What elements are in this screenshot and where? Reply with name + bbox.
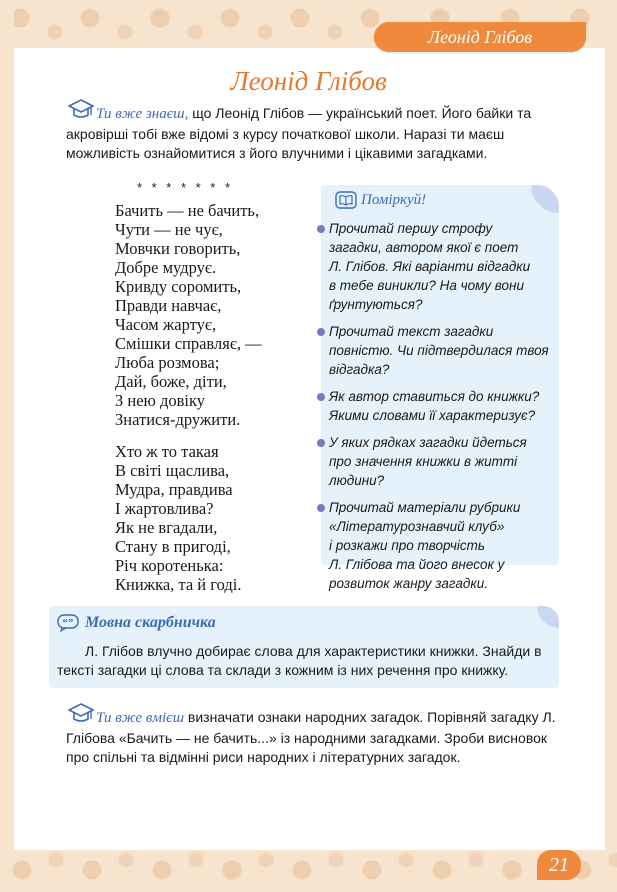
question-line: розвиток жанру загадки. [329,576,488,591]
poem-line: Смішки справляє, — [115,334,262,353]
question-line: «Літературознавчий клуб» [329,519,505,534]
language-treasury-box [49,606,559,688]
intro-lead: Ти вже знаєш, [96,106,189,122]
skills-lead: Ти вже вмієш [96,710,185,726]
question-line: Як автор ставиться до книжки? [329,389,540,404]
poem-line: Кривду соромить, [115,277,242,296]
language-treasury-title: Мовна скарбничка [85,614,216,631]
question-line: ґрунтуються? [329,297,423,312]
poem-line: Річ коротенька: [115,556,224,575]
question-line: Прочитай текст загадки [329,324,494,339]
intro-paragraph [66,104,566,164]
question-line: загадки, автором якої є поет [329,240,519,255]
list-item [321,322,559,379]
page-title: Леонід Глібов [230,66,387,96]
question-line: Л. Глібова та його внесок у [329,557,505,572]
question-line: повністю. Чи підтвердилася твоя [329,343,549,358]
poem-line: Стану в пригоді, [115,537,231,556]
think-header [335,191,426,209]
skills-text: визначати ознаки народних загадок. Порівняй загадку Л. Глібова «Бачить — не бачить...» із народними загадками. Зроби висновок про спільні та відмінні риси народних і літературних загадок. [66,709,556,765]
language-treasury-text: Л. Глібов влучно добирає слова для характеристики книжки. Знайди в тексті загадки ці слова та склади з кожним із них речення про книжку. [57,643,542,678]
poem-stars: * * * * * * * [136,180,234,195]
header-tab [374,22,586,52]
decorative-frame-right [605,0,617,892]
question-line: Якими словами її характеризує? [329,408,536,423]
poem-line: Книжка, та й годі. [115,575,242,594]
poem-line: В світі щаслива, [115,461,230,480]
svg-text:“”: “” [62,617,73,629]
poem-line: Як не вгадали, [115,518,218,537]
question-line: в тебе виникли? На чому вони [329,278,524,293]
poem-line: Бачить — не бачить, [115,201,260,220]
decorative-frame-bottom [0,850,617,892]
decorative-frame-left [0,0,14,892]
poem-line: Чути — не чує, [115,220,223,239]
poem-line: Часом жартує, [115,315,217,334]
open-book-icon [335,191,357,209]
skills-paragraph [66,708,566,768]
page-number: 21 [537,850,581,880]
question-line: Л. Глібов. Які варіанти відгадки [329,259,531,274]
list-item [321,219,559,314]
poem-line: Мудра, правдива [115,480,233,499]
think-questions [321,219,559,601]
quote-bubble-icon [57,614,79,632]
poem-stanza-2 [115,442,315,594]
riddle-poem [115,178,315,607]
language-treasury-header [57,614,216,632]
question-line: і розкажи про творчість [329,538,486,553]
question-line: про значення книжки в житті [329,454,518,469]
list-item [321,433,559,490]
intro-text: що Леонід Глібов — український поет. Його байки та акровірші тобі вже відомі з курсу початкової школи. Наразі ти маєш можливість ознайомитися з його влучними і цікавими загадками. [66,105,532,161]
question-line: Прочитай матеріали рубрики [329,500,521,515]
poem-line: Знатися-дружити. [115,410,241,429]
question-line: Прочитай першу строфу [329,221,493,236]
poem-line: Мовчки говорить, [115,239,241,258]
poem-stanza-1 [115,201,315,429]
question-line: людини? [329,473,385,488]
list-item [321,498,559,593]
think-title: Поміркуй! [361,191,427,208]
poem-line: З нею довіку [115,391,206,410]
poem-line: Добре мудрує. [115,258,217,277]
list-item [321,387,559,425]
poem-line: Правди навчає, [115,296,222,315]
poem-line: І жартовлива? [115,499,214,518]
question-line: відгадка? [329,362,390,377]
header-tab-title: Леонід Глібов [427,26,533,47]
poem-line: Люба розмова; [115,353,220,372]
poem-line: Дай, боже, діти, [115,372,227,391]
think-box [321,185,559,591]
question-line: У яких рядках загадки йдеться [329,435,527,450]
poem-line: Хто ж то такая [115,442,219,461]
